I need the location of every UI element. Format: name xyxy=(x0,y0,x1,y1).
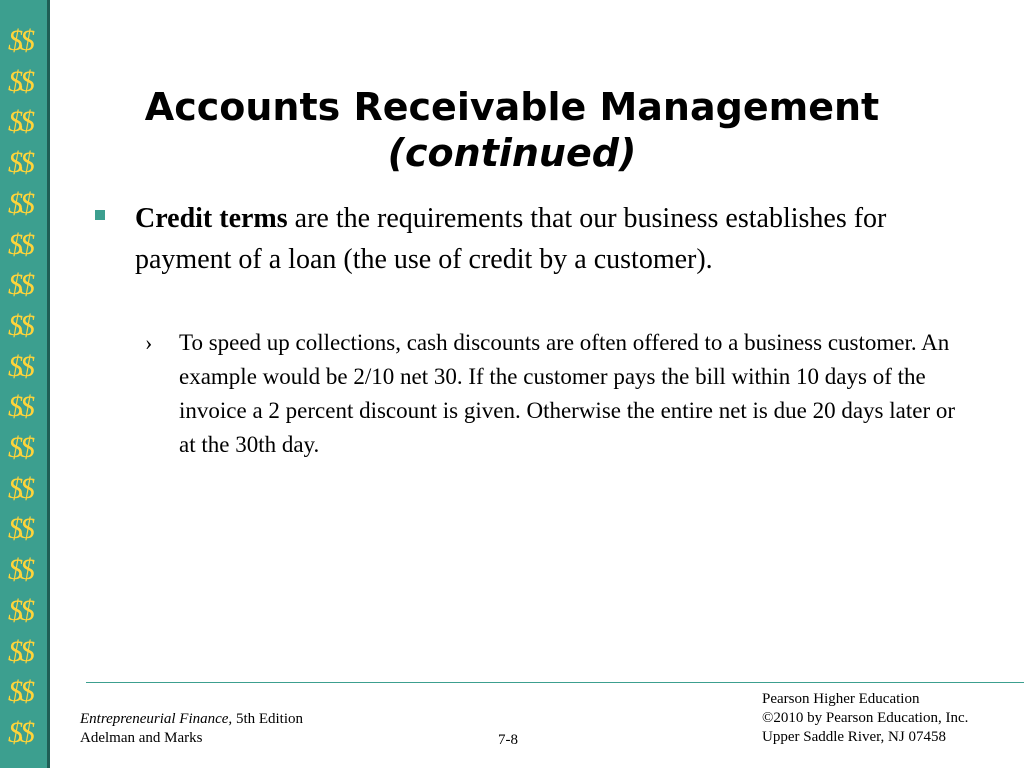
dollar-pattern-icon: $$ xyxy=(8,634,32,668)
footer-authors: Adelman and Marks xyxy=(80,730,203,746)
dollar-pattern-icon: $$ xyxy=(8,146,32,180)
dollar-pattern-icon: $$ xyxy=(8,64,32,98)
footer-divider xyxy=(86,682,1024,683)
dollar-pattern-icon: $$ xyxy=(8,105,32,139)
dollar-pattern-icon: $$ xyxy=(8,675,32,709)
dollar-pattern-icon: $$ xyxy=(8,553,32,587)
footer-edition: 5th Edition xyxy=(232,711,304,727)
title-main: Accounts Receivable Management xyxy=(144,85,880,129)
dollar-pattern-icon: $$ xyxy=(8,186,32,220)
dollar-pattern-icon: $$ xyxy=(8,715,32,749)
footer-publisher-info xyxy=(762,690,968,747)
sub-bullet-text: To speed up collections, cash discounts are often offered to a business customer. An example would be 2/10 net 30. If the customer pays the bill within 10 days of the invoice a 2 percent discount is given. Otherwise the entire net is due 20 days later or at the 30th day. xyxy=(179,330,956,457)
dollar-pattern-icon: $$ xyxy=(8,431,32,464)
square-bullet-icon xyxy=(95,210,105,220)
footer-address: Upper Saddle River, NJ 07458 xyxy=(762,729,946,745)
dollar-pattern-icon: $$ xyxy=(8,471,32,505)
chevron-right-icon: › xyxy=(145,330,153,355)
footer-publisher: Pearson Higher Education xyxy=(762,691,920,707)
dollar-pattern-icon: $$ xyxy=(8,349,32,383)
dollar-pattern-icon: $$ xyxy=(8,593,32,627)
bullet-description: are the requirements that our business establishes for payment of a loan (the use of credit by a customer). xyxy=(135,203,887,275)
footer-book-line xyxy=(80,710,303,729)
slide-title xyxy=(80,84,944,176)
bullet-text xyxy=(135,198,915,280)
bullet-term: Credit terms xyxy=(135,203,288,234)
footer-copyright: ©2010 by Pearson Education, Inc. xyxy=(762,710,969,726)
dollar-pattern-icon: $$ xyxy=(8,308,32,342)
footer-book-title: Entrepreneurial Finance, xyxy=(80,711,233,727)
title-subtitle: (continued) xyxy=(387,131,637,175)
dollar-pattern-icon: $$ xyxy=(8,227,32,261)
dollar-pattern-icon: $$ xyxy=(8,390,32,424)
dollar-pattern-icon: $$ xyxy=(8,512,32,546)
footer-page-number: 7-8 xyxy=(498,732,518,748)
footer-book-info xyxy=(80,710,303,748)
dollar-pattern-icon: $$ xyxy=(8,268,32,302)
decorative-sidebar xyxy=(0,0,50,768)
dollar-pattern-icon: $$ xyxy=(8,24,32,57)
